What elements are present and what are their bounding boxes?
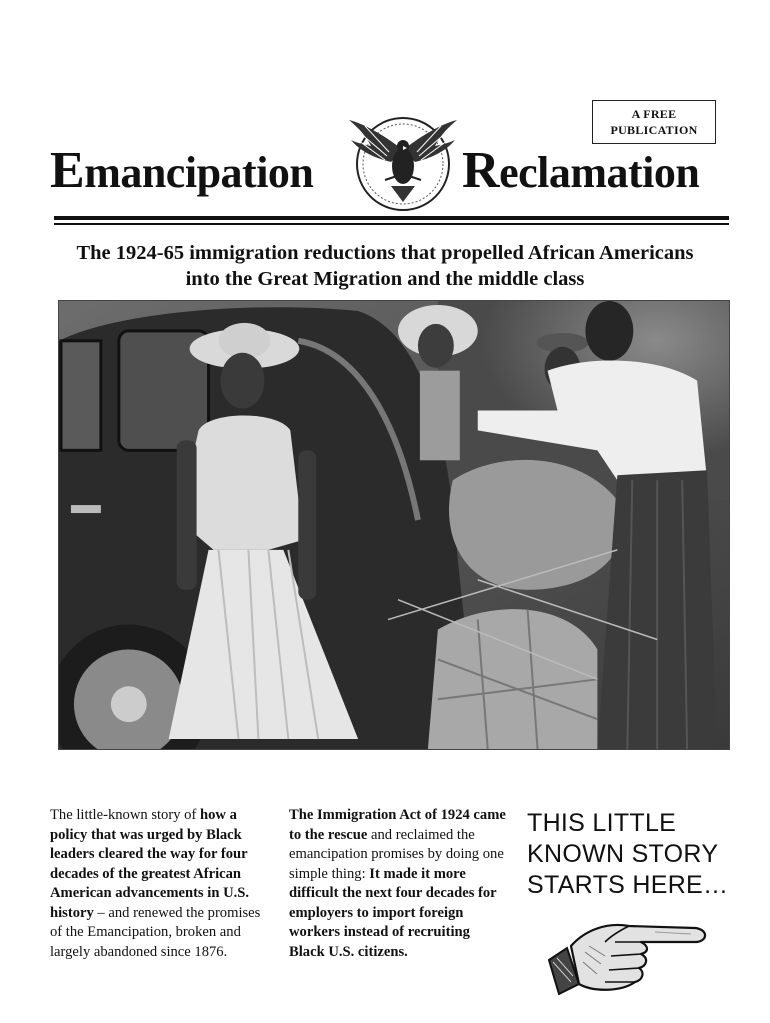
act-mid: and reclaimed the emancipation promises by doing one simple thing: <box>289 826 504 882</box>
masthead-rule-bottom <box>54 223 729 225</box>
intro-rest: – and renewed the promises of the Emancipation, broken and largely abandoned since 1876. <box>50 904 261 960</box>
story-promo <box>527 808 747 901</box>
masthead-rule-top <box>54 216 729 220</box>
eagle-seal-icon <box>345 106 461 218</box>
headline-line-1: The 1924-65 immigration reductions that propelled African Americans <box>76 242 694 264</box>
free-publication-badge <box>592 100 716 144</box>
migrant-family-photo <box>58 300 730 750</box>
pointing-hand-icon <box>545 912 715 997</box>
promo-line-2: KNOWN STORY <box>527 840 719 868</box>
masthead-title-left: Emancipation <box>50 142 314 199</box>
immigration-act-column <box>289 806 507 962</box>
masthead-title-right: Reclamation <box>462 142 700 199</box>
promo-line-3: STARTS HERE… <box>527 871 729 899</box>
intro-column <box>50 806 270 962</box>
intro-bold: how a policy that was urged by Black leaders cleared the way for four decades of the greatest African American advancements in U.S. history <box>50 807 250 921</box>
act-bold-2: It made it more difficult the next four decades for employers to import foreign workers instead of recruiting Black U.S. citizens. <box>289 865 497 960</box>
badge-line-2: PUBLICATION <box>610 123 698 137</box>
act-bold-1: The Immigration Act of 1924 came to the rescue <box>289 807 506 843</box>
badge-line-1: A FREE <box>631 107 677 121</box>
intro-plain: The little-known story of <box>50 807 200 823</box>
headline-line-2: into the Great Migration and the middle class <box>185 268 585 290</box>
headline <box>40 240 730 292</box>
promo-line-1: THIS LITTLE <box>527 809 677 837</box>
